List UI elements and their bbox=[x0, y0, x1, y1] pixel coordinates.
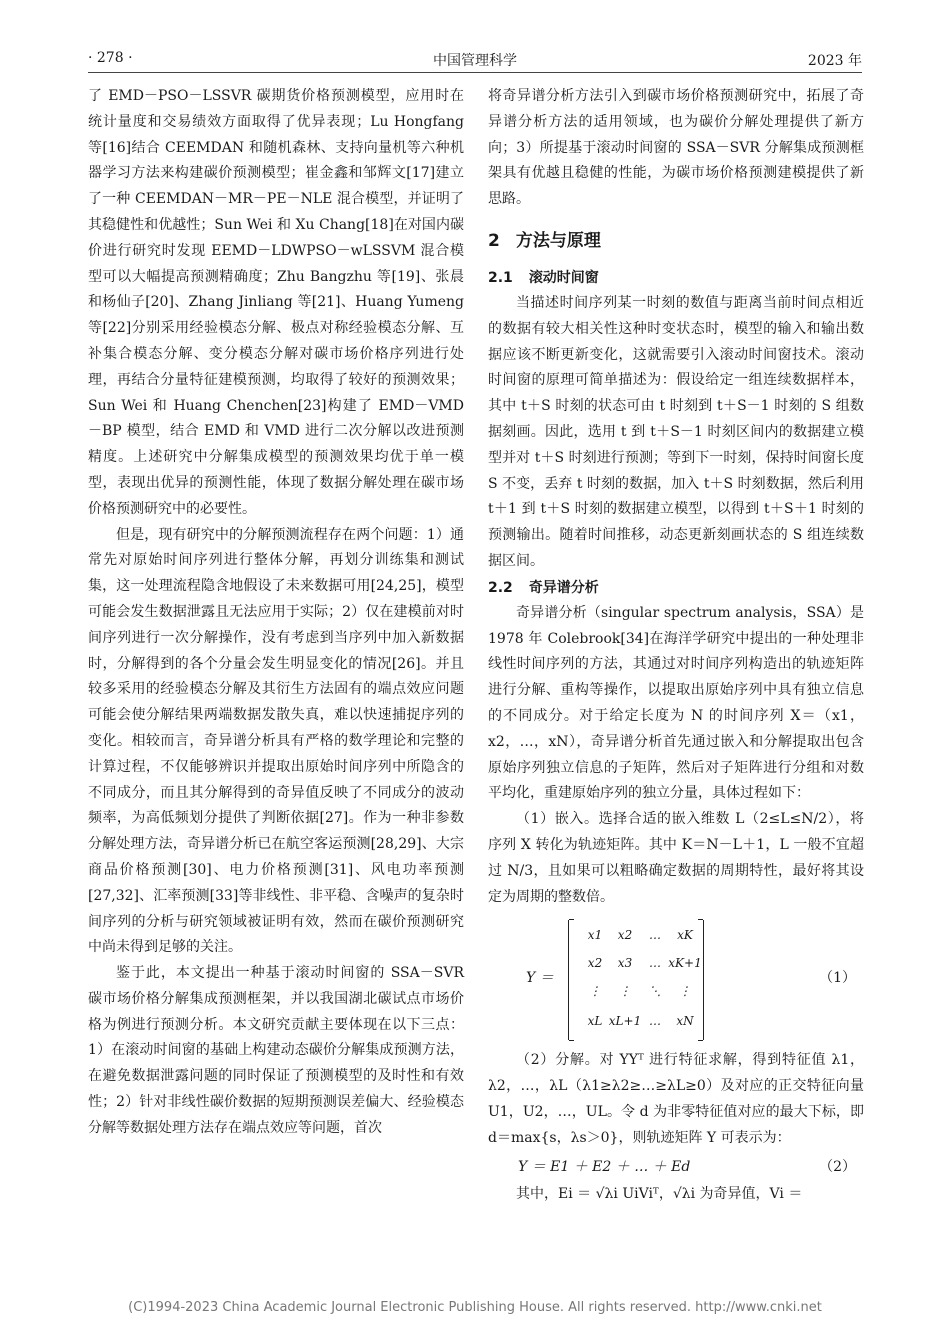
subsection-heading bbox=[488, 575, 864, 601]
paragraph: 其中，Ei ＝ √λi UiViᵀ，√λi 为奇异值，Vi ＝ bbox=[516, 1185, 803, 1202]
matrix-cell: xK bbox=[677, 928, 693, 943]
equation-2 bbox=[488, 1152, 864, 1182]
subsection-number: 2.2 bbox=[488, 579, 513, 596]
section-title: 方法与原理 bbox=[515, 230, 601, 251]
matrix-cell: … bbox=[649, 956, 661, 971]
matrix-cell: … bbox=[649, 1014, 661, 1029]
page-number: · 278 · bbox=[88, 50, 133, 66]
paragraph: 但是，现有研究中的分解预测流程存在两个问题：1）通常先对原始时间序列进行整体分解，再划分训练集和测试集，这一处理流程隐含地假设了未来数据可用[24,25]，模型可能会发生数据泄露且无法应用于实际；2）仅在建模前对时间序列进行一次分解操作，没有考虑到当序列中加入新数据时，分解得到的各个分量会发生明显变化的情况[26]。并且较多采用的经验模态分解及其衍生方法固有的端点效应问题可能会使分解结果两端数据发散失真，难以快速捕捉序列的变化。相较而言，奇异谱分析具有严格的数学理论和完整的计算过程，不仅能够辨识并提取出原始时间序列中所隐含的不同成分，而且其分解得到的奇异值反映了不同成分的波动频率，为高低频划分提供了判断依据[27]。作为一种非参数分解处理方法，奇异谱分析已在航空客运预测[28,29]、大宗商品价格预测[30]、电力价格预测[31]、风电功率预测[27,32]、汇率预测[33]等非线性、非平稳、含噪声的复杂时间序列的分析与研究领域被证明有效，然而在碳价预测研究中尚未得到足够的关注。 bbox=[88, 526, 464, 956]
equation-body: Y ＝ E1 ＋ E2 ＋ … ＋ Ed bbox=[518, 1158, 691, 1175]
equation-number: （1） bbox=[819, 970, 856, 987]
section-number: 2 bbox=[488, 230, 500, 251]
equation-number: （2） bbox=[819, 1158, 856, 1175]
paragraph: 将奇异谱分析方法引入到碳市场价格预测研究中，拓展了奇异谱分析方法的适用领域，也为碳价分解处理提供了新方向；3）所提基于滚动时间窗的 SSA－SVR 分解集成预测框架具有优越且稳健的性能，为碳市场价格预测建模提供了新思路。 bbox=[488, 88, 864, 208]
matrix-cell: x2 bbox=[587, 956, 603, 971]
subsection-heading bbox=[488, 265, 864, 291]
running-header bbox=[88, 44, 862, 73]
subsection-title: 滚动时间窗 bbox=[528, 269, 599, 286]
equation-lhs: Y ＝ bbox=[526, 970, 554, 987]
matrix-cell: xK+1 bbox=[668, 956, 702, 971]
matrix-cell: ⋮ bbox=[589, 984, 601, 999]
matrix-cell: ⋮ bbox=[679, 984, 691, 999]
paragraph: 当描述时间序列某一时刻的数值与距离当前时间点相近的数据有较大相关性这种时变状态时，模型的输入和输出数据应该不断更新变化，这就需要引入滚动时间窗技术。滚动时间窗的原理可简单描述为：假设给定一组连续数据样本，其中 t＋S 时刻的状态可由 t 时刻到 t＋S－1 时刻的 S 组数据刻画。因此，选用 t 到 t＋S－1 时刻区间内的数据建立模型并对 t＋S 时刻进行预测；等到下一时刻，保持时间窗长度 S 不变，丢弃 t 时刻的数据，加入 t＋S 时刻数据，然后利用 t＋1 到 t＋S 时刻的数据建立模型，以得到 t＋S＋1 时刻的预测输出。随着时间推移，动态更新刻画状态的 S 组连续数据区间。 bbox=[488, 294, 864, 569]
copyright-footer: (C)1994-2023 China Academic Journal Electronic Publishing House. All rights reserved. http://www.cnki.net bbox=[128, 1300, 822, 1315]
matrix-cell: xL+1 bbox=[608, 1014, 642, 1029]
paragraph: （2）分解。对 YYᵀ 进行特征求解，得到特征值 λ1，λ2，…，λL（λ1≥λ2≥…≥λL≥0）及对应的正交特征向量 U1，U2，…，UL。令 d 为非零特征值对应的最大下标，即 d＝max{s，λs＞0}，则轨迹矩阵 Y 可表示为： bbox=[488, 1052, 864, 1146]
matrix-cell: x2 bbox=[617, 928, 633, 943]
right-column bbox=[488, 84, 864, 1207]
publication-year: 2023 年 bbox=[807, 53, 862, 69]
matrix-cell: x3 bbox=[617, 956, 633, 971]
paragraph: 了 EMD－PSO－LSSVR 碳期货价格预测模型，应用时在统计量度和交易绩效方面取得了优异表现；Lu Hongfang 等[16]结合 CEEMDAN 和随机森林、支持向量机等六种机器学习方法来构建碳价预测模型；崔金鑫和邹辉文[17]建立了一种 CEEMDAN－MR－PE－NLE 混合模型，并证明了其稳健性和优越性；Sun Wei 和 Xu Chang[18]在对国内碳价进行研究时发现 EEMD－LDWPSO－wLSSVM 混合模型可以大幅提高预测精确度；Zhu Bangzhu 等[19]、张晨和杨仙子[20]、Zhang Jinliang 等[21]、Huang Yumeng 等[22]分别采用经验模态分解、极点对称经验模态分解、互补集合模态分解、变分模态分解对碳市场价格序列进行处理，再结合分量特征建模预测，均取得了较好的预测效果；Sun Wei 和 Huang Chenchen[23]构建了 EMD－VMD－BP 模型，结合 EMD 和 VMD 进行二次分解以改进预测精度。上述研究中分解集成模型的预测效果均优于单一模型，表现出优异的预测性能，体现了数据分解处理在碳市场价格预测研究中的必要性。 bbox=[88, 88, 464, 517]
matrix-cell: xN bbox=[676, 1014, 694, 1029]
matrix-cell: ⋱ bbox=[649, 984, 661, 999]
matrix-cell: … bbox=[649, 928, 661, 943]
equation-1 bbox=[488, 918, 864, 1044]
left-column bbox=[88, 84, 464, 1142]
paragraph: （1）嵌入。选择合适的嵌入维数 L（2≤L≤N/2），将序列 X 转化为轨迹矩阵。其中 K＝N－L＋1，L 一般不宜超过 N/3，且如果可以粗略确定数据的周期特性，最好将其设定为周期的整数倍。 bbox=[488, 811, 864, 905]
subsection-number: 2.1 bbox=[488, 269, 513, 286]
matrix-cell: ⋮ bbox=[619, 984, 631, 999]
journal-title: 中国管理科学 bbox=[433, 53, 517, 69]
matrix-cell: xL bbox=[587, 1014, 603, 1029]
paragraph: 鉴于此，本文提出一种基于滚动时间窗的 SSA－SVR 碳市场价格分解集成预测框架，并以我国湖北碳试点市场价格为例进行预测分析。本文研究贡献主要体现在以下三点：1）在滚动时间窗的基础上构建动态碳价分解集成预测方法，在避免数据泄露问题的同时保证了预测模型的及时性和有效性；2）针对非线性碳价数据的短期预测误差偏大、经验模态分解等数据处理方法存在端点效应等问题，首次 bbox=[88, 965, 464, 1136]
subsection-title: 奇异谱分析 bbox=[528, 579, 599, 596]
matrix-cell: x1 bbox=[587, 928, 603, 943]
paragraph: 奇异谱分析（singular spectrum analysis，SSA）是 1978 年 Colebrook[34]在海洋学研究中提出的一种处理非线性时间序列的方法，其通过对时间序列构造出的轨迹矩阵进行分解、重构等操作，以提取出原始序列中具有独立信息的不同成分。对于给定长度为 N 的时间序列 X＝（x1，x2，…，xN），奇异谱分析首先通过嵌入和分解提取出包含原始序列独立信息的子矩阵，然后对子矩阵进行分组和对数平均化，重建原始序列的独立分量，具体过程如下： bbox=[488, 604, 864, 802]
section-heading bbox=[488, 227, 864, 255]
